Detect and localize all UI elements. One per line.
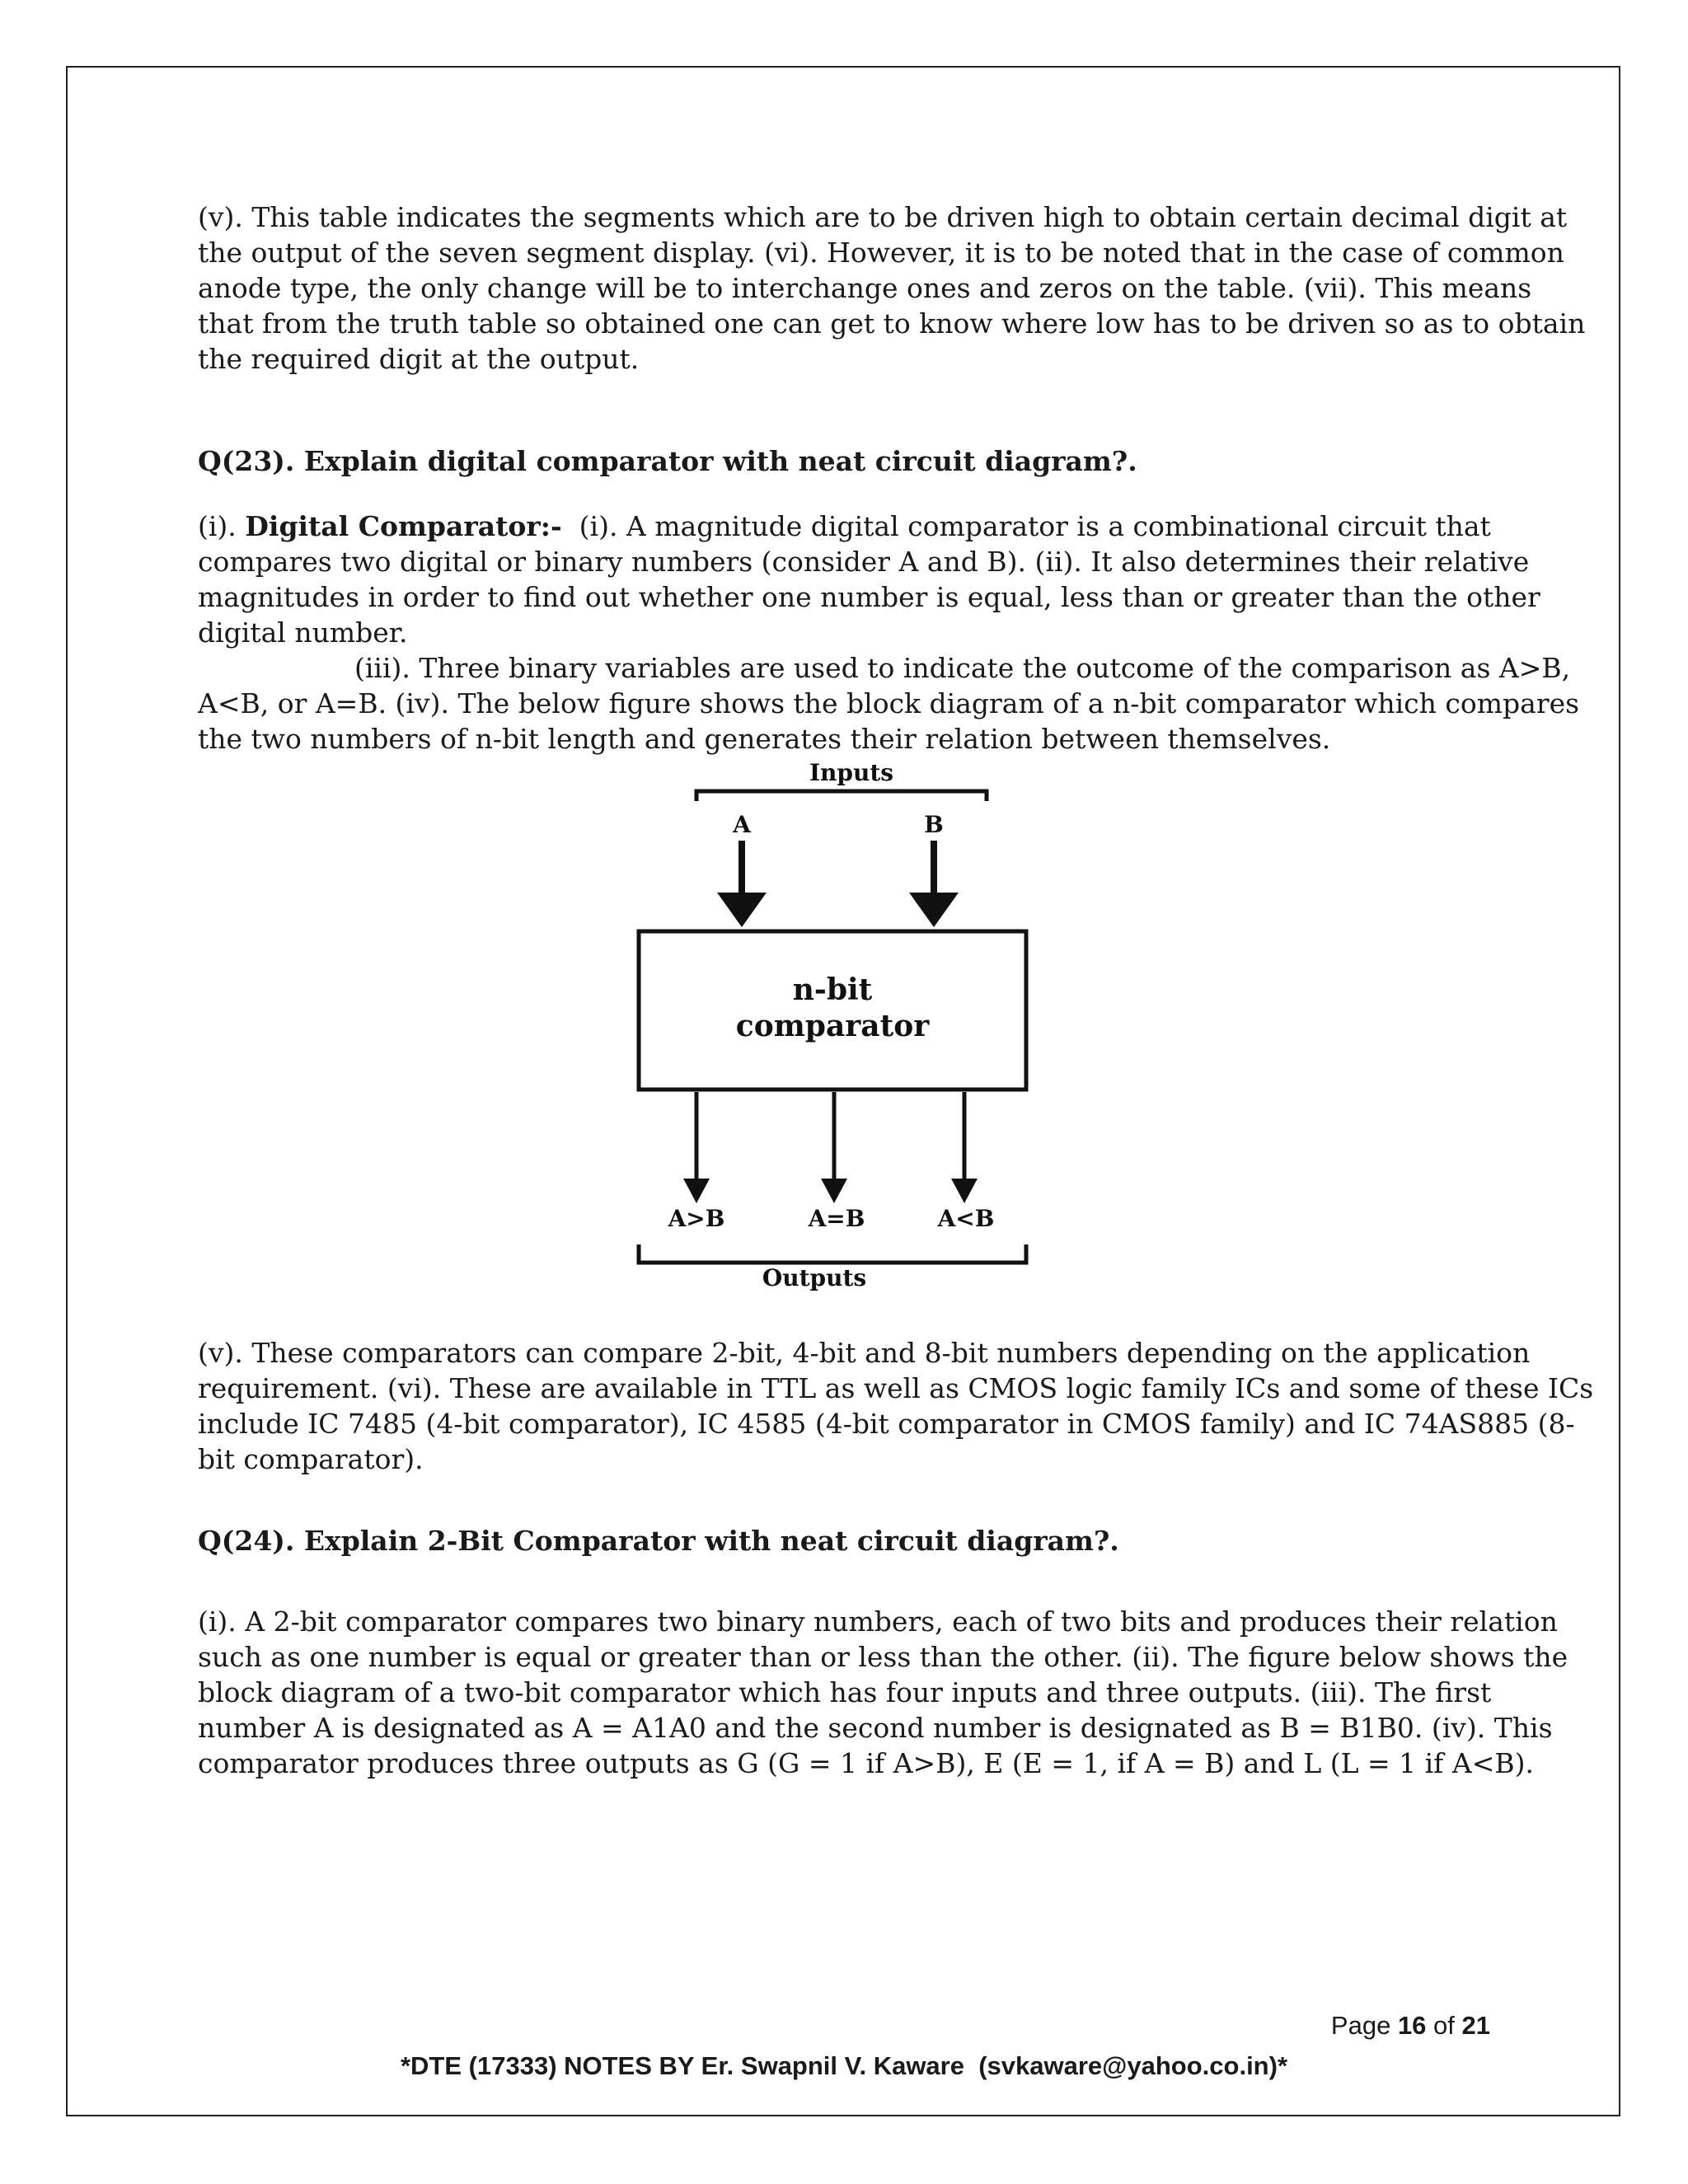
paragraph-comparator-ics: [198, 1335, 1594, 1477]
paragraph-digital-comparator-intro: [198, 509, 1580, 757]
output-gt-label: A>B: [668, 1205, 725, 1232]
output-gt-arrow: [683, 1092, 710, 1203]
digital-comparator-term: Digital Comparator:-: [245, 510, 562, 542]
intro-first-line-rest: (i). A magnitude digital comparator is a combinational circuit that: [561, 510, 1491, 542]
question-24-heading: Q(24). Explain 2-Bit Comparator with neat circuit diagram?.: [198, 1525, 1119, 1557]
input-b-label: B: [924, 811, 944, 838]
text-line: A<B, or A=B. (iv). The below figure shows the block diagram of a n-bit comparator which compares: [198, 687, 1580, 719]
input-b-arrow: [909, 841, 959, 927]
of-word: of: [1426, 2011, 1462, 2040]
question-23-heading: Q(23). Explain digital comparator with neat circuit diagram?.: [198, 445, 1137, 477]
footer-credit: *DTE (17333) NOTES BY Er. Swapnil V. Kaware (svkaware@yahoo.co.in)*: [400, 2051, 1288, 2080]
text-line: number A is designated as A = A1A0 and the second number is designated as B = B1B0. (iv). This: [198, 1712, 1553, 1744]
text-line: (iii). Three binary variables are used to indicate the outcome of the comparison as A>B,: [354, 652, 1571, 684]
text-line: bit comparator).: [198, 1443, 424, 1475]
input-a-arrow: [717, 841, 767, 927]
text-line: anode type, the only change will be to interchange ones and zeros on the table. (vii). This means: [198, 272, 1532, 304]
text-line: comparator produces three outputs as G (G = 1 if A>B), E (E = 1, if A = B) and L (L = 1 if A<B).: [198, 1747, 1534, 1779]
output-eq-arrow: [821, 1092, 847, 1203]
text-line: such as one number is equal or greater than or less than the other. (ii). The figure below shows the: [198, 1641, 1568, 1673]
paragraph-seven-segment-table: [198, 199, 1586, 377]
current-page: 16: [1397, 2011, 1427, 2040]
total-pages: 21: [1461, 2011, 1490, 2040]
text-line: digital number.: [198, 616, 408, 649]
text-line: compares two digital or binary numbers (consider A and B). (ii). It also determines their relative: [198, 546, 1530, 578]
page-number: [1331, 2011, 1490, 2041]
text-line: [198, 509, 1500, 544]
text-line: (v). This table indicates the segments which are to be driven high to obtain certain decimal digit at: [198, 201, 1568, 233]
text-line: requirement. (vi). These are available in TTL as well as CMOS logic family ICs and some of these ICs: [198, 1372, 1594, 1404]
output-lt-arrow: [951, 1092, 978, 1203]
inputs-label: Inputs: [809, 759, 894, 786]
block-label-line1: n-bit: [792, 972, 873, 1007]
text-line: block diagram of a two-bit comparator which has four inputs and three outputs. (iii). The first: [198, 1676, 1492, 1708]
text-line: the two numbers of n-bit length and generates their relation between themselves.: [198, 723, 1331, 755]
text-line: include IC 7485 (4-bit comparator), IC 4585 (4-bit comparator in CMOS family) and IC 74AS885 (8-: [198, 1408, 1575, 1440]
page-word: Page: [1330, 2011, 1398, 2040]
outputs-bracket: [639, 1244, 1026, 1263]
intro-label: (i).: [198, 510, 246, 542]
text-line: the required digit at the output.: [198, 343, 640, 375]
text-line: that from the truth table so obtained one can get to know where low has to be driven so as to obtain: [198, 307, 1586, 340]
block-label-line2: comparator: [735, 1009, 930, 1043]
outputs-label: Outputs: [762, 1264, 867, 1291]
inputs-bracket: [696, 791, 987, 801]
text-line: (v). These comparators can compare 2-bit, 4-bit and 8-bit numbers depending on the application: [198, 1337, 1531, 1369]
text-line: magnitudes in order to find out whether one number is equal, less than or greater than the other: [198, 581, 1540, 613]
paragraph-2-bit-comparator: [198, 1604, 1568, 1781]
output-lt-label: A<B: [937, 1205, 995, 1232]
input-a-label: A: [733, 811, 751, 838]
output-eq-label: A=B: [808, 1205, 865, 1232]
text-line: the output of the seven segment display. (vi). However, it is to be noted that in the case of common: [198, 237, 1564, 269]
n-bit-comparator-diagram: [626, 758, 1055, 1294]
text-line: (i). A 2-bit comparator compares two binary numbers, each of two bits and produces their relation: [198, 1605, 1558, 1638]
